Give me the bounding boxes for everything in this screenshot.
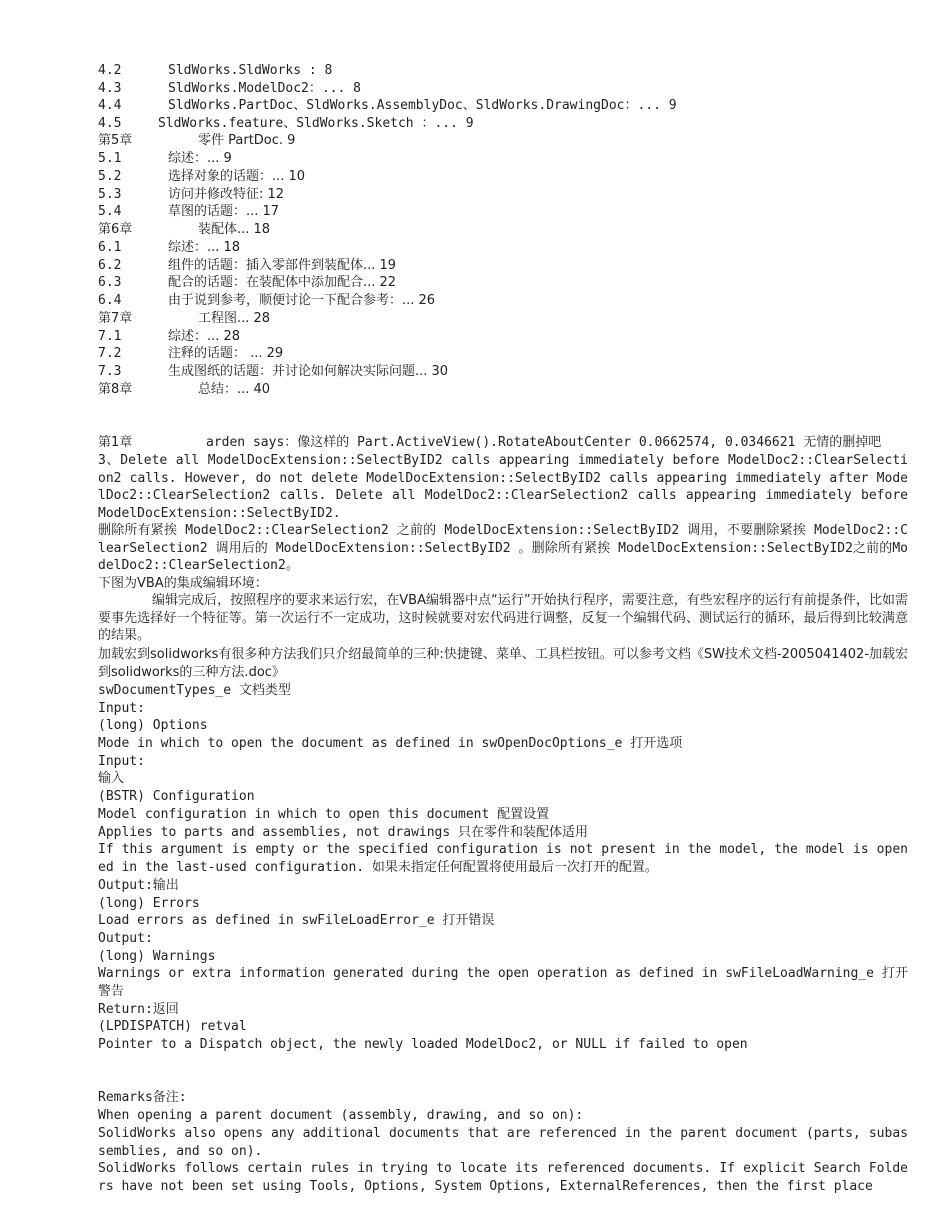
input-cn-label: 输入	[98, 771, 125, 786]
toc-entry	[98, 186, 908, 203]
pointer-desc: Pointer to a Dispatch object, the newly loaded ModelDoc2, or NULL if failed to open	[98, 1037, 748, 1052]
toc-text: 综述：... 9	[168, 151, 232, 166]
toc-number: 第7章	[98, 311, 133, 326]
toc-text: 访问并修改特征: 12	[168, 187, 285, 202]
toc-text: 注释的话题： ... 29	[168, 346, 284, 361]
toc-number: 第8章	[98, 382, 133, 397]
toc-number: 6.1	[98, 240, 122, 255]
applies-desc: Applies to parts and assemblies, not drawings 只在零件和装配体适用	[98, 825, 589, 840]
toc-number: 5.1	[98, 151, 122, 166]
toc-entry	[98, 257, 908, 274]
if-empty-desc: If this argument is empty or the specified configuration is not present in the model, the model is opened in the last-used configuration. 如果未指定任何配置将使用最后一次打开的配置。	[98, 842, 908, 875]
model-config-desc: Model configuration in which to open this document 配置设置	[98, 807, 550, 822]
chapter-text: arden says：像这样的 Part.ActiveView().RotateAboutCenter 0.0662574, 0.0346621 无情的删掉吧	[206, 435, 882, 450]
toc-entry	[98, 239, 908, 256]
toc-number: 第5章	[98, 133, 133, 148]
configuration-param: (BSTR) Configuration	[98, 789, 255, 804]
toc-entry	[98, 363, 908, 380]
toc-chapter	[98, 310, 908, 327]
also-opens-paragraph: SolidWorks also opens any additional documents that are referenced in the parent document (parts, subassemblies, and so on).	[98, 1126, 908, 1159]
toc-text: 组件的话题：插入零部件到装配体... 19	[168, 258, 397, 273]
toc-entry	[98, 80, 908, 97]
toc-entry	[98, 62, 908, 79]
toc-entry	[98, 97, 908, 114]
toc-text: 综述：... 18	[168, 240, 241, 255]
toc-number: 7.2	[98, 346, 122, 361]
toc-number: 7.1	[98, 329, 122, 344]
toc-number: 6.3	[98, 275, 122, 290]
toc-number: 4.2	[98, 63, 122, 78]
toc-text: 生成图纸的话题：并讨论如何解决实际问题... 30	[168, 364, 449, 379]
toc-entry	[98, 328, 908, 345]
toc-text: 选择对象的话题：... 10	[168, 169, 306, 184]
toc-number: 7.3	[98, 364, 122, 379]
chapter-label: 第1章	[98, 435, 133, 450]
toc-number: 第6章	[98, 222, 133, 237]
load-errors-desc: Load errors as defined in swFileLoadError_e 打开错误	[98, 913, 495, 928]
toc-text: 装配体... 18	[198, 222, 271, 237]
toc-entry	[98, 115, 908, 132]
remarks-heading: Remarks备注:	[98, 1090, 187, 1105]
warnings-param: (long) Warnings	[98, 949, 216, 964]
toc-number: 4.5	[98, 116, 122, 131]
input-label: Input:	[98, 754, 145, 769]
toc-text: 工程图... 28	[198, 311, 271, 326]
toc-text: 配合的话题：在装配体中添加配合... 22	[168, 275, 397, 290]
toc-text: SldWorks.PartDoc、SldWorks.AssemblyDoc、SldWorks.DrawingDoc：... 9	[168, 98, 677, 113]
toc-number: 5.3	[98, 187, 122, 202]
warnings-desc: Warnings or extra information generated during the open operation as defined in swFileLoadWarning_e 打开警告	[98, 966, 908, 999]
paragraph-delete-cn: 删除所有紧挨 ModelDoc2::ClearSelection2 之前的 ModelDocExtension::SelectByID2 调用，不要删除紧挨 ModelDoc2::ClearSelection2 调用后的 ModelDocExtension::SelectByID2 。删除所有紧挨 ModelDocExtension::SelectByID2之前的ModelDoc2::ClearSelection2。	[98, 523, 908, 574]
toc-text: 零件 PartDoc. 9	[198, 133, 296, 148]
toc-text: 总结：... 40	[198, 382, 271, 397]
toc-text: 由于说到参考，顺便讨论一下配合参考：... 26	[168, 293, 436, 308]
follows-paragraph: SolidWorks follows certain rules in trying to locate its referenced documents. If explicit Search Folders have not been set using Tools, Options, System Options, ExternalReferences, then the first place	[98, 1161, 908, 1194]
toc-text: SldWorks.SldWorks : 8	[168, 63, 333, 78]
output-label: Output:输出	[98, 878, 179, 893]
vba-caption: 下图为VBA的集成编辑环境：	[98, 576, 268, 591]
toc-text: 草图的话题：... 17	[168, 204, 280, 219]
paragraph-run: 编辑完成后，按照程序的要求来运行宏，在VBA编辑器中点“运行”开始执行程序，需要注意，有些宏程序的运行有前提条件，比如需要事先选择好一个特征等。第一次运行不一定成功，这时候就要对宏代码进行调整，反复一个编辑代码、测试运行的循环，最后得到比较满意的结果。	[98, 593, 908, 644]
retval-param: (LPDISPATCH) retval	[98, 1019, 247, 1034]
toc-text: SldWorks.ModelDoc2：... 8	[168, 81, 362, 96]
chapter1-line	[98, 434, 908, 451]
output-label: Output:	[98, 931, 153, 946]
toc-entry	[98, 150, 908, 167]
toc-entry	[98, 168, 908, 185]
toc-number: 4.4	[98, 98, 122, 113]
when-opening-line: When opening a parent document (assembly, drawing, and so on):	[98, 1108, 584, 1123]
toc-chapter	[98, 132, 908, 149]
paragraph-delete-en: 3、Delete all ModelDocExtension::SelectByID2 calls appearing immediately before ModelDoc2::ClearSelection2 calls. However, do not delete ModelDocExtension::SelectByID2 calls appearing immediately after ModelDoc2::ClearSelection2 calls. Delete all ModelDoc2::ClearSelection2 calls appearing immediately before ModelDocExtension::SelectByID2.	[98, 453, 908, 521]
mode-desc: Mode in which to open the document as defined in swOpenDocOptions_e 打开选项	[98, 736, 683, 751]
toc-chapter	[98, 381, 908, 398]
toc-number: 6.2	[98, 258, 122, 273]
options-param: (long) Options	[98, 718, 208, 733]
toc-text: SldWorks.feature、SldWorks.Sketch ：... 9	[158, 116, 474, 131]
toc-number: 6.4	[98, 293, 122, 308]
toc-entry	[98, 345, 908, 362]
input-label: Input:	[98, 701, 145, 716]
toc-chapter	[98, 221, 908, 238]
toc-entry	[98, 203, 908, 220]
toc-number: 4.3	[98, 81, 122, 96]
toc-text: 综述：... 28	[168, 329, 241, 344]
toc-number: 5.4	[98, 204, 122, 219]
toc-entry	[98, 292, 908, 309]
toc-entry	[98, 274, 908, 291]
return-label: Return:返回	[98, 1002, 179, 1017]
paragraph-load: 加载宏到solidworks有很多种方法我们只介绍最简单的三种:快捷键、菜单、工具栏按钮。可以参考文档《SW技术文档-2005041402-加载宏到solidworks的三种方法.doc》	[98, 647, 909, 680]
errors-param: (long) Errors	[98, 896, 200, 911]
doc-types-line: swDocumentTypes_e 文档类型	[98, 683, 291, 698]
toc-number: 5.2	[98, 169, 122, 184]
